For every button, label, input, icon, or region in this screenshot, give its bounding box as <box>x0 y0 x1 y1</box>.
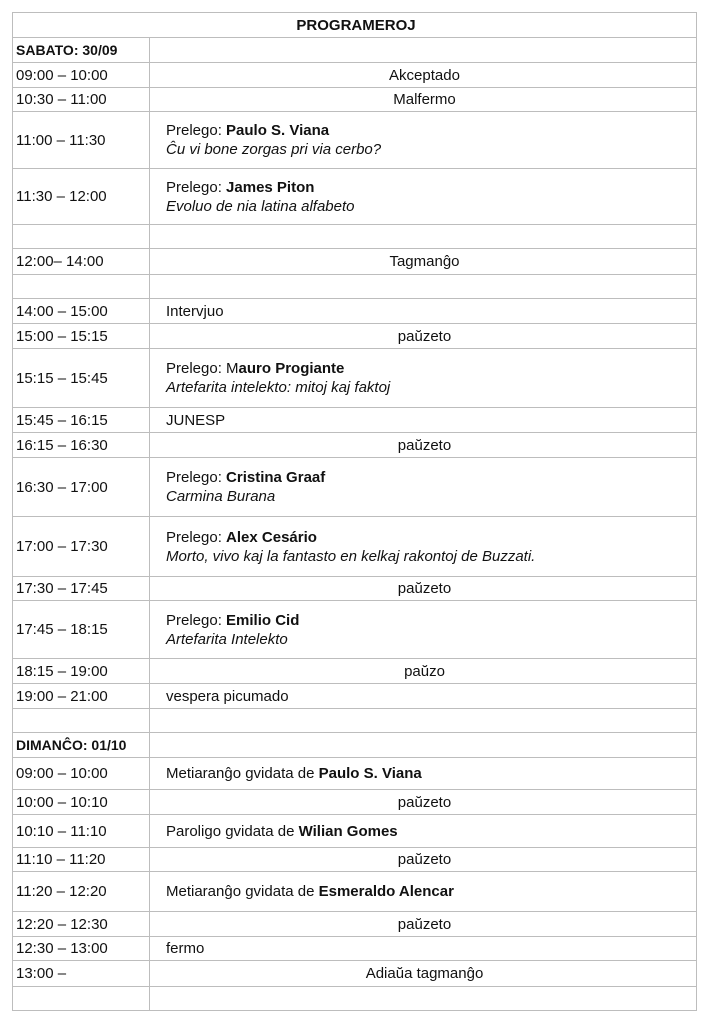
time-cell: 12:30 – 13:00 <box>13 937 150 961</box>
empty-cell <box>150 987 697 1011</box>
schedule-row <box>13 249 697 275</box>
day-label: DIMANĈO: 01/10 <box>13 733 150 758</box>
schedule-row <box>13 848 697 872</box>
schedule-row <box>13 433 697 458</box>
time-cell: 17:00 – 17:30 <box>13 517 150 577</box>
schedule-row <box>13 961 697 987</box>
time-cell: 10:30 – 11:00 <box>13 88 150 112</box>
schedule-row <box>13 63 697 88</box>
activity-cell: Malfermo <box>150 88 697 112</box>
guided-prefix: Metiaranĝo gvidata de <box>166 765 319 782</box>
talk-title: Morto, vivo kaj la fantasto en kelkaj rakontoj de Buzzati. <box>166 547 536 565</box>
time-cell: 15:00 – 15:15 <box>13 324 150 349</box>
time-cell: 10:00 – 10:10 <box>13 790 150 815</box>
guided-prefix: Metiaranĝo gvidata de <box>166 883 319 900</box>
talk-prefix: Prelego: M <box>166 360 239 377</box>
activity-cell: Intervjuo <box>150 299 697 324</box>
activity-cell: paŭzeto <box>150 848 697 872</box>
day-header-empty-cell <box>150 38 697 63</box>
schedule-row <box>13 815 697 848</box>
activity-cell: paŭzo <box>150 659 697 684</box>
talk-title: Artefarita Intelekto <box>166 630 288 648</box>
empty-row <box>13 225 697 249</box>
talk-line <box>166 121 696 140</box>
talk-prefix: Prelego: <box>166 469 227 486</box>
activity-cell: paŭzeto <box>150 433 697 458</box>
speaker-name: auro Progiante <box>238 360 345 377</box>
talk-line <box>166 528 696 547</box>
talk-title: Carmina Burana <box>166 488 276 505</box>
time-cell: 18:15 – 19:00 <box>13 659 150 684</box>
empty-cell <box>150 275 697 299</box>
schedule-row <box>13 112 697 169</box>
time-cell <box>13 275 150 299</box>
time-cell: 19:00 – 21:00 <box>13 684 150 709</box>
schedule-row <box>13 349 697 408</box>
talk-cell <box>150 349 697 408</box>
talk-line <box>166 178 696 197</box>
time-cell: 11:20 – 12:20 <box>13 872 150 912</box>
program-title: PROGRAMEROJ <box>13 13 697 38</box>
time-cell: 17:45 – 18:15 <box>13 601 150 659</box>
program-table <box>12 12 697 1011</box>
schedule-row <box>13 88 697 112</box>
schedule-row <box>13 758 697 790</box>
activity-cell: JUNESP <box>150 408 697 433</box>
guided-cell <box>150 815 697 848</box>
activity-cell: Adiaŭa tagmanĝo <box>150 961 697 987</box>
day-label: SABATO: 30/09 <box>13 38 150 63</box>
schedule-row <box>13 169 697 225</box>
speaker-name: Alex Cesário <box>226 528 317 546</box>
talk-title: Ĉu vi bone zorgas pri via cerbo? <box>166 141 382 158</box>
time-cell <box>13 987 150 1011</box>
time-cell: 13:00 – <box>13 961 150 987</box>
time-cell: 09:00 – 10:00 <box>13 758 150 790</box>
time-cell: 15:15 – 15:45 <box>13 349 150 408</box>
talk-prefix: Prelego: <box>166 528 227 546</box>
speaker-name: Paulo S. Viana <box>318 765 422 782</box>
talk-line <box>166 611 696 630</box>
talk-title: Artefarita intelekto: mitoj kaj faktoj <box>166 379 391 396</box>
time-cell: 16:15 – 16:30 <box>13 433 150 458</box>
speaker-name: Cristina Graaf <box>226 469 326 486</box>
schedule-row <box>13 912 697 937</box>
speaker-name: Esmeraldo Alencar <box>318 883 454 900</box>
empty-cell <box>150 709 697 733</box>
schedule-row <box>13 517 697 577</box>
activity-cell: paŭzeto <box>150 577 697 601</box>
schedule-row <box>13 601 697 659</box>
talk-cell <box>150 458 697 517</box>
talk-title: Evoluo de nia latina alfabeto <box>166 197 355 215</box>
speaker-name: James Piton <box>226 178 315 196</box>
talk-prefix: Prelego: <box>166 178 227 196</box>
time-cell: 17:30 – 17:45 <box>13 577 150 601</box>
program-body <box>13 13 697 1011</box>
schedule-row <box>13 408 697 433</box>
schedule-row <box>13 324 697 349</box>
talk-prefix: Prelego: <box>166 122 227 139</box>
talk-line <box>166 468 696 487</box>
activity-cell: vespera picumado <box>150 684 697 709</box>
activity-cell: paŭzeto <box>150 790 697 815</box>
time-cell <box>13 225 150 249</box>
guided-cell <box>150 872 697 912</box>
time-cell: 11:10 – 11:20 <box>13 848 150 872</box>
speaker-name: Wilian Gomes <box>298 822 398 840</box>
day-header-row <box>13 38 697 63</box>
talk-cell <box>150 112 697 169</box>
time-cell <box>13 709 150 733</box>
time-cell: 10:10 – 11:10 <box>13 815 150 848</box>
time-cell: 16:30 – 17:00 <box>13 458 150 517</box>
empty-row <box>13 987 697 1011</box>
time-cell: 14:00 – 15:00 <box>13 299 150 324</box>
activity-cell: Tagmanĝo <box>150 249 697 275</box>
activity-cell: paŭzeto <box>150 324 697 349</box>
talk-prefix: Prelego: <box>166 611 227 629</box>
day-header-empty-cell <box>150 733 697 758</box>
activity-cell: paŭzeto <box>150 912 697 937</box>
guided-cell <box>150 758 697 790</box>
guided-prefix: Paroligo gvidata de <box>166 822 299 840</box>
time-cell: 12:20 – 12:30 <box>13 912 150 937</box>
schedule-row <box>13 937 697 961</box>
day-header-row <box>13 733 697 758</box>
time-cell: 15:45 – 16:15 <box>13 408 150 433</box>
schedule-row <box>13 458 697 517</box>
talk-cell <box>150 601 697 659</box>
time-cell: 11:00 – 11:30 <box>13 112 150 169</box>
schedule-row <box>13 790 697 815</box>
empty-row <box>13 275 697 299</box>
speaker-name: Emilio Cid <box>226 611 300 629</box>
speaker-name: Paulo S. Viana <box>226 122 330 139</box>
schedule-row <box>13 577 697 601</box>
time-cell: 09:00 – 10:00 <box>13 63 150 88</box>
empty-cell <box>150 225 697 249</box>
time-cell: 12:00– 14:00 <box>13 249 150 275</box>
schedule-row <box>13 872 697 912</box>
schedule-row <box>13 659 697 684</box>
activity-cell: Akceptado <box>150 63 697 88</box>
talk-line <box>166 359 696 378</box>
schedule-row <box>13 299 697 324</box>
time-cell: 11:30 – 12:00 <box>13 169 150 225</box>
empty-row <box>13 709 697 733</box>
schedule-row <box>13 684 697 709</box>
talk-cell <box>150 169 697 225</box>
activity-cell: fermo <box>150 937 697 961</box>
talk-cell <box>150 517 697 577</box>
title-row <box>13 13 697 38</box>
